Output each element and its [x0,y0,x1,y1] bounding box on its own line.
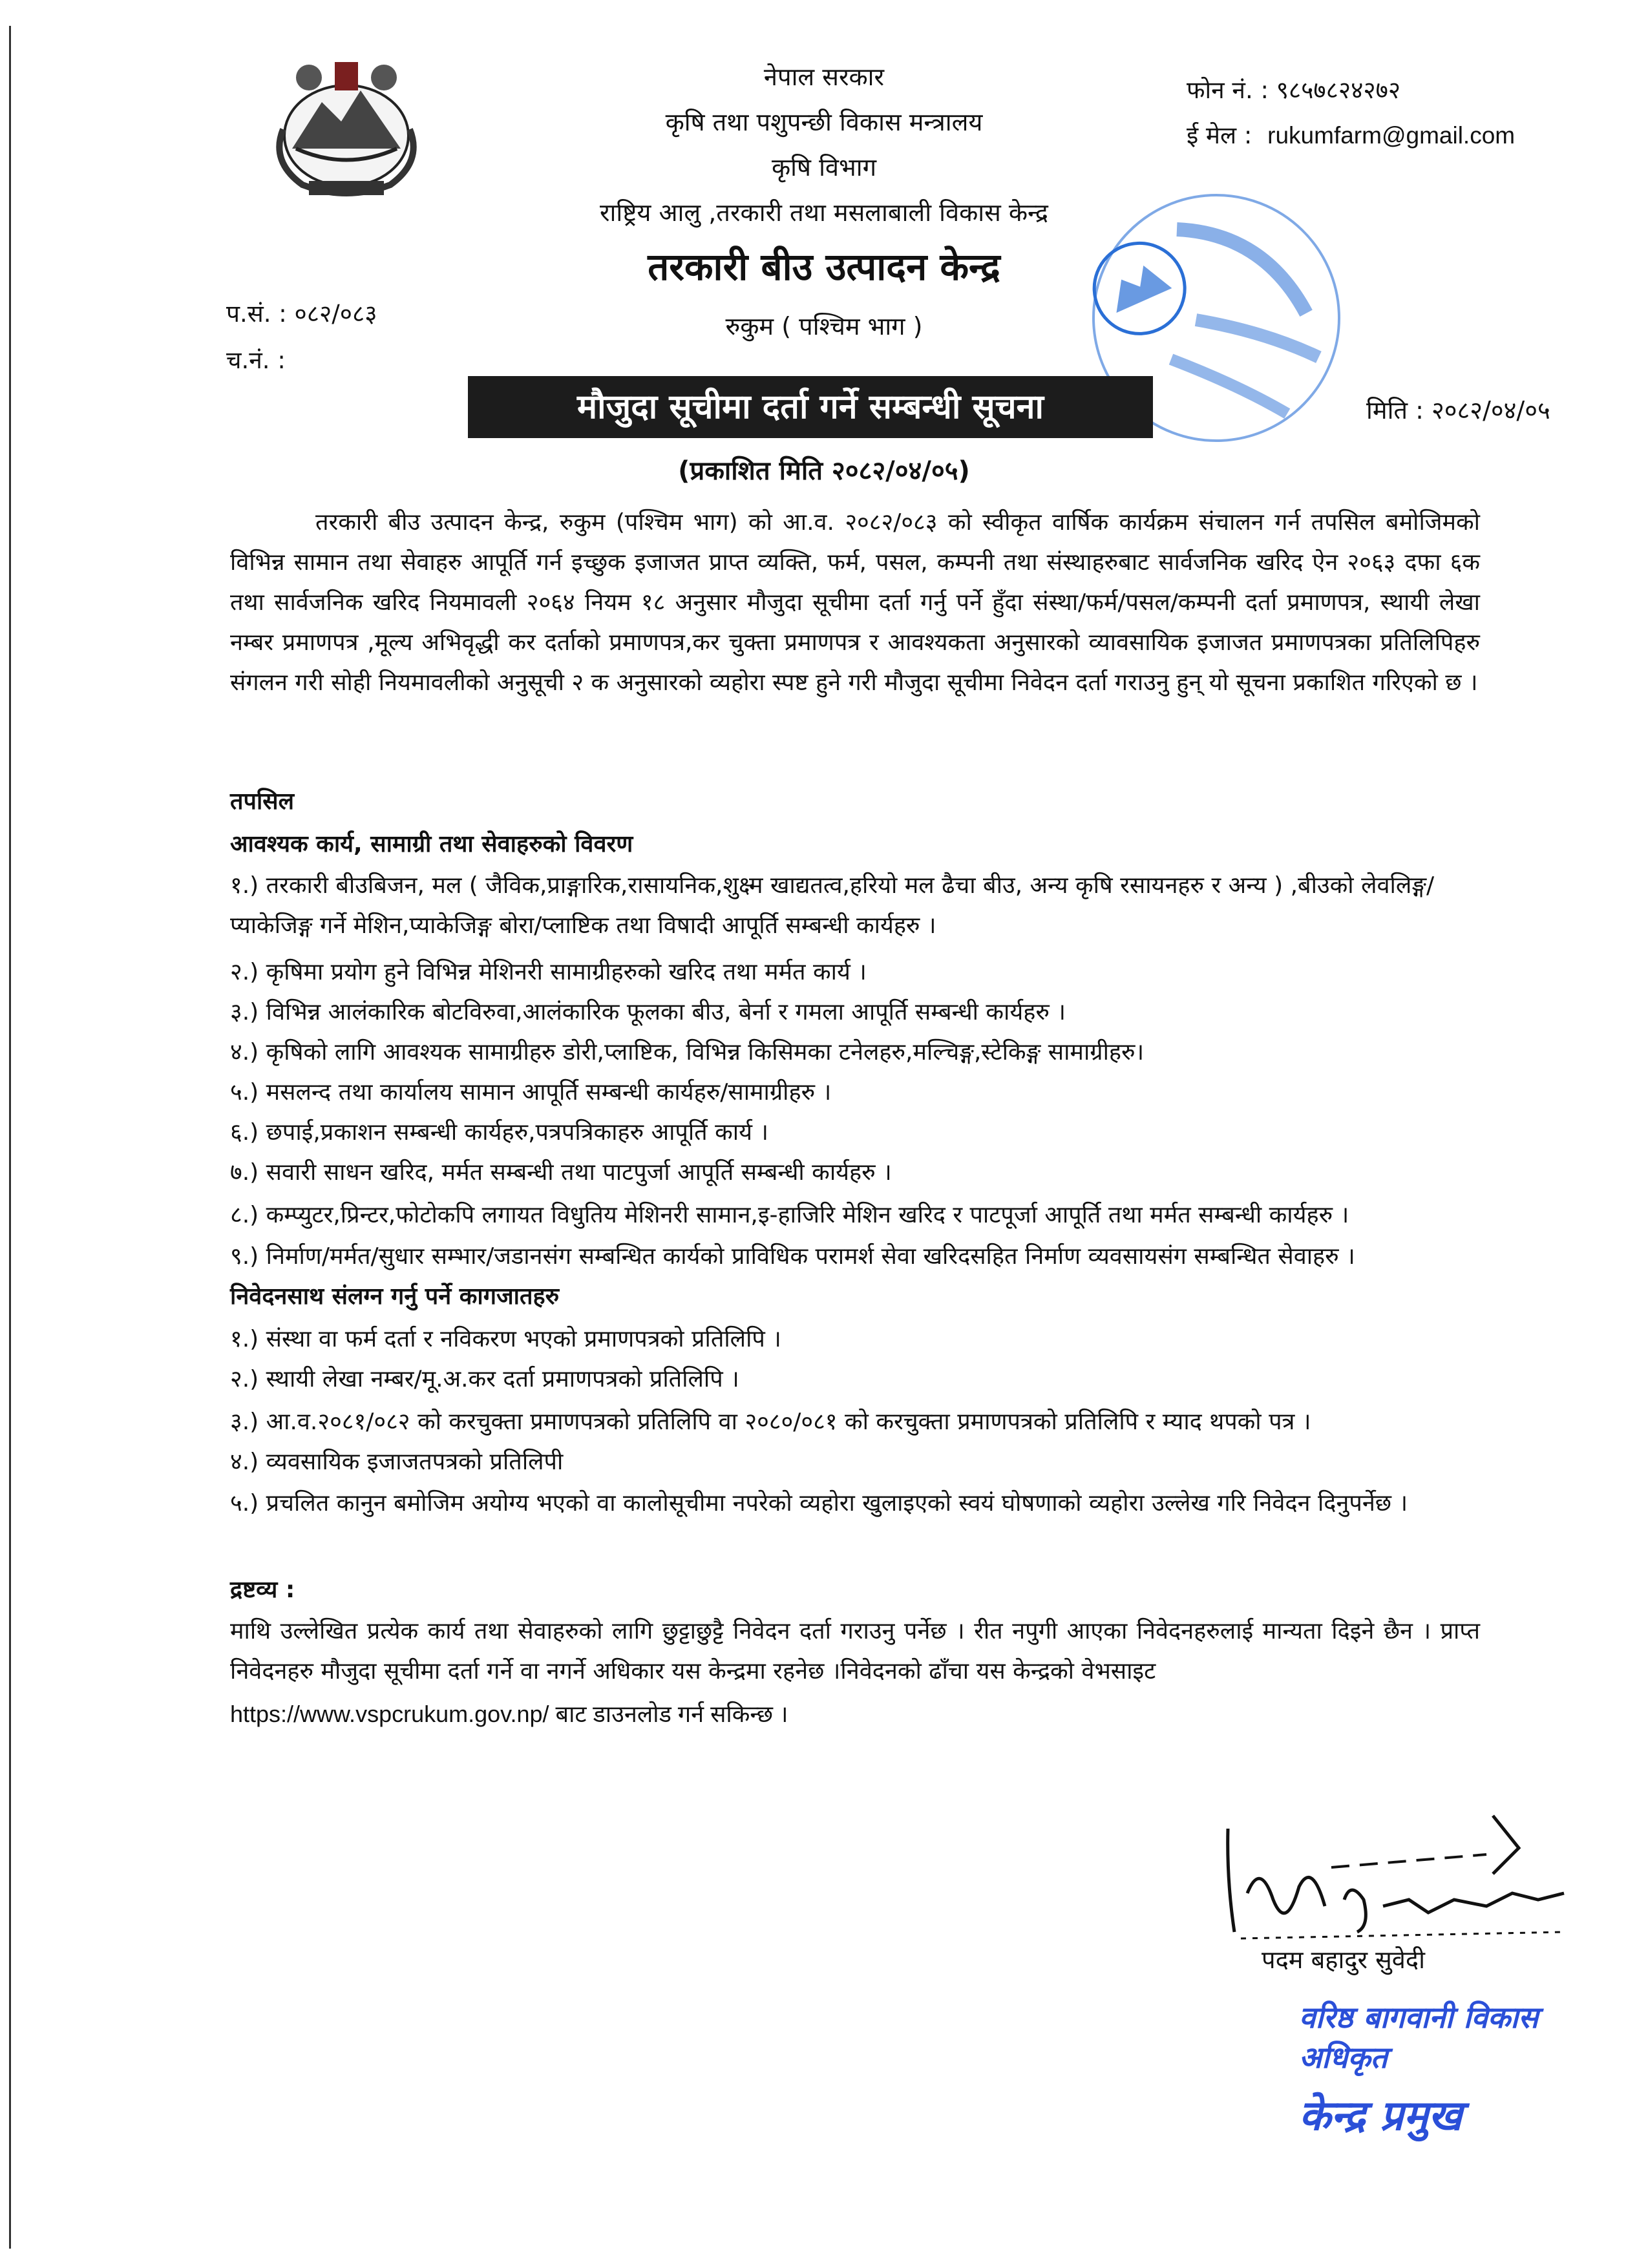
note-heading: द्रष्टव्य : [230,1577,295,1603]
notice-paragraph: तरकारी बीउ उत्पादन केन्द्र, रुकुम (पश्चिम भाग) को आ.व. २०८२/०८३ को स्वीकृत वार्षिक कार्यक्रम संचालन गर्न तपसिल बमोजिमको विभिन्न सामान तथा सेवाहरु आपूर्ति गर्न इच्छुक इजाजत प्राप्त व्यक्ति, फर्म, पसल, कम्पनी तथा संस्थाहरुबाट सार्वजनिक खरिद ऐन २०६३ दफा ६क तथा सार्वजनिक खरिद नियमावली २०६४ नियम १८ अनुसार मौजुदा सूचीमा दर्ता गर्नु पर्ने हुँदा संस्था/फर्म/पसल/कम्पनी दर्ता प्रमाणपत्र, स्थायी लेखा नम्बर प्रमाणपत्र ,मूल्य अभिवृद्धी कर दर्ताको प्रमाणपत्र,कर चुक्ता प्रमाणपत्र र आवश्यकता अनुसारको व्यावसायिक इजाजत प्रमाणपत्रका प्रतिलिपिहरु संगलन गरी सोही नियमावलीको अनुसूची २ क अनुसारको व्यहोरा स्पष्ट हुने गरी मौजुदा सूचीमा निवेदन दर्ता गराउनु हुन् यो सूचना प्रकाशित गरिएको छ । [230,509,1480,696]
details-heading: तपसिल [230,788,295,815]
email-link[interactable]: rukumfarm@gmail.com [1267,122,1516,149]
list-item: ३.) आ.व.२०८१/०८२ को करचुक्ता प्रमाणपत्रको प्रतिलिपि वा २०८०/०८१ को करचुक्ता प्रमाणपत्रको प्रतिलिपि र म्याद थपको पत्र । [230,1409,1311,1435]
list-item: ५.) मसलन्द तथा कार्यालय सामान आपूर्ति सम्बन्धी कार्यहरु/सामाग्रीहरु । [230,1079,832,1106]
list-item: १.) तरकारी बीउबिजन, मल ( जैविक,प्राङ्गारिक,रासायनिक,शुक्ष्म खाद्यतत्व,हरियो मल ढैचा बीउ, अन्य कृषि रसायनहरु र अन्य ) ,बीउको लेवलिङ्ग/ प्याकेजिङ्ग गर्ने मेशिन,प्याकेजिङ्ग बोरा/प्लाष्टिक तथा विषादी आपूर्ति सम्बन्धी कार्यहरु । [230,872,1435,939]
office-name: तरकारी बीउ उत्पादन केन्द्र [648,245,1000,289]
details-subheading: आवश्यक कार्य, सामाग्री तथा सेवाहरुको विवरण [230,831,633,857]
list-item: ४.) कृषिको लागि आवश्यक सामाग्रीहरु डोरी,प्लाष्टिक, विभिन्न किसिमका टनेलहरु,मल्चिङ्ग,स्टेकिङ्ग सामाग्रीहरु। [230,1039,1145,1066]
notice-title: मौजुदा सूचीमा दर्ता गर्ने सम्बन्धी सूचना [468,376,1153,438]
signatory-name: पदम बहादुर सुवेदी [1262,1946,1425,1974]
header-govt: नेपाल सरकार [763,63,885,91]
scan-edge-line [9,26,11,2249]
email-line [1187,118,1515,151]
list-item: १.) संस्था वा फर्म दर्ता र नविकरण भएको प्रमाणपत्रको प्रतिलिपि । [230,1326,781,1352]
seal-office-head: केन्द्र प्रमुख [1299,2092,1463,2140]
list-item: ४.) व्यवसायिक इजाजतपत्रको प्रतिलिपी [230,1449,564,1475]
phone-number: फोन नं. : ९८५७८२४२७२ [1187,76,1401,104]
header-ministry: कृषि तथा पशुपन्छी विकास मन्त्रालय [665,108,983,136]
list-item: ६.) छपाई,प्रकाशन सम्बन्धी कार्यहरु,पत्रपत्रिकाहरु आपूर्ति कार्य । [230,1119,769,1146]
documents-heading: निवेदनसाथ संलग्न गर्नु पर्ने कागजातहरु [230,1283,560,1310]
official-seal [1299,1997,1596,2142]
published-date: (प्रकाशित मिति २०८२/०४/०५) [678,456,970,486]
list-item: ३.) विभिन्न आलंकारिक बोटविरुवा,आलंकारिक फूलका बीउ, बेर्ना र गमला आपूर्ति सम्बन्धी कार्यहरु । [230,999,1066,1025]
list-item: ७.) सवारी साधन खरिद, मर्मत सम्बन्धी तथा पाटपुर्जा आपूर्ति सम्बन्धी कार्यहरु । [230,1159,892,1186]
list-item: २.) कृषिमा प्रयोग हुने विभिन्न मेशिनरी सामाग्रीहरुको खरिद तथा मर्मत कार्य । [230,959,867,985]
list-item: २.) स्थायी लेखा नम्बर/मू.अ.कर दर्ता प्रमाणपत्रको प्रतिलिपि । [230,1366,739,1392]
list-item: ९.) निर्माण/मर्मत/सुधार सम्भार/जडानसंग सम्बन्धित कार्यको प्राविधिक परामर्श सेवा खरिदसहित निर्माण व्यवसायसंग सम्बन्धित सेवाहरु । [230,1243,1355,1270]
header-center-parent: राष्ट्रिय आलु ,तरकारी तथा मसलाबाली विकास केन्द्र [600,198,1048,227]
dispatch-number: च.नं. : [226,346,286,374]
note-text: माथि उल्लेखित प्रत्येक कार्य तथा सेवाहरुको लागि छुट्टाछुट्टै निवेदन दर्ता गराउनु पर्नेछ । रीत नपुगी आएका निवेदनहरुलाई मान्यता दिइने छैन । प्राप्त निवेदनहरु मौजुदा सूचीमा दर्ता गर्ने वा नगर्ने अधिकार यस केन्द्रमा रहनेछ ।निवेदनको ढाँचा यस केन्द्रको वेभसाइट [230,1618,1480,1685]
notice-date: मिति : २०८२/०४/०५ [1366,396,1550,425]
seal-designation: वरिष्ठ बागवानी विकास अधिकृत [1299,2000,1539,2075]
office-location: रुकुम ( पश्चिम भाग ) [725,312,923,341]
header-department: कृषि विभाग [772,153,876,182]
list-item: ८.) कम्प्युटर,प्रिन्टर,फोटोकपि लगायत विधुतिय मेशिनरी सामान,इ-हाजिरि मेशिन खरिद र पाटपूर्जा आपूर्ति तथा मर्मत सम्बन्धी कार्यहरु । [230,1202,1349,1228]
list-item: ५.) प्रचलित कानुन बमोजिम अयोग्य भएको वा कालोसूचीमा नपरेको व्यहोरा खुलाइएको स्वयं घोषणाको व्यहोरा उल्लेख गरि निवेदन दिनुपर्नेछ । [230,1490,1408,1517]
email-label: ई मेल : [1187,121,1252,149]
handwritten-signature-icon [1215,1803,1577,1964]
letter-number: प.सं. : ०८२/०८३ [226,300,377,328]
note-url-line: https://www.vspcrukum.gov.np/ बाट डाउनलोड गर्न सकिन्छ । [230,1701,788,1727]
